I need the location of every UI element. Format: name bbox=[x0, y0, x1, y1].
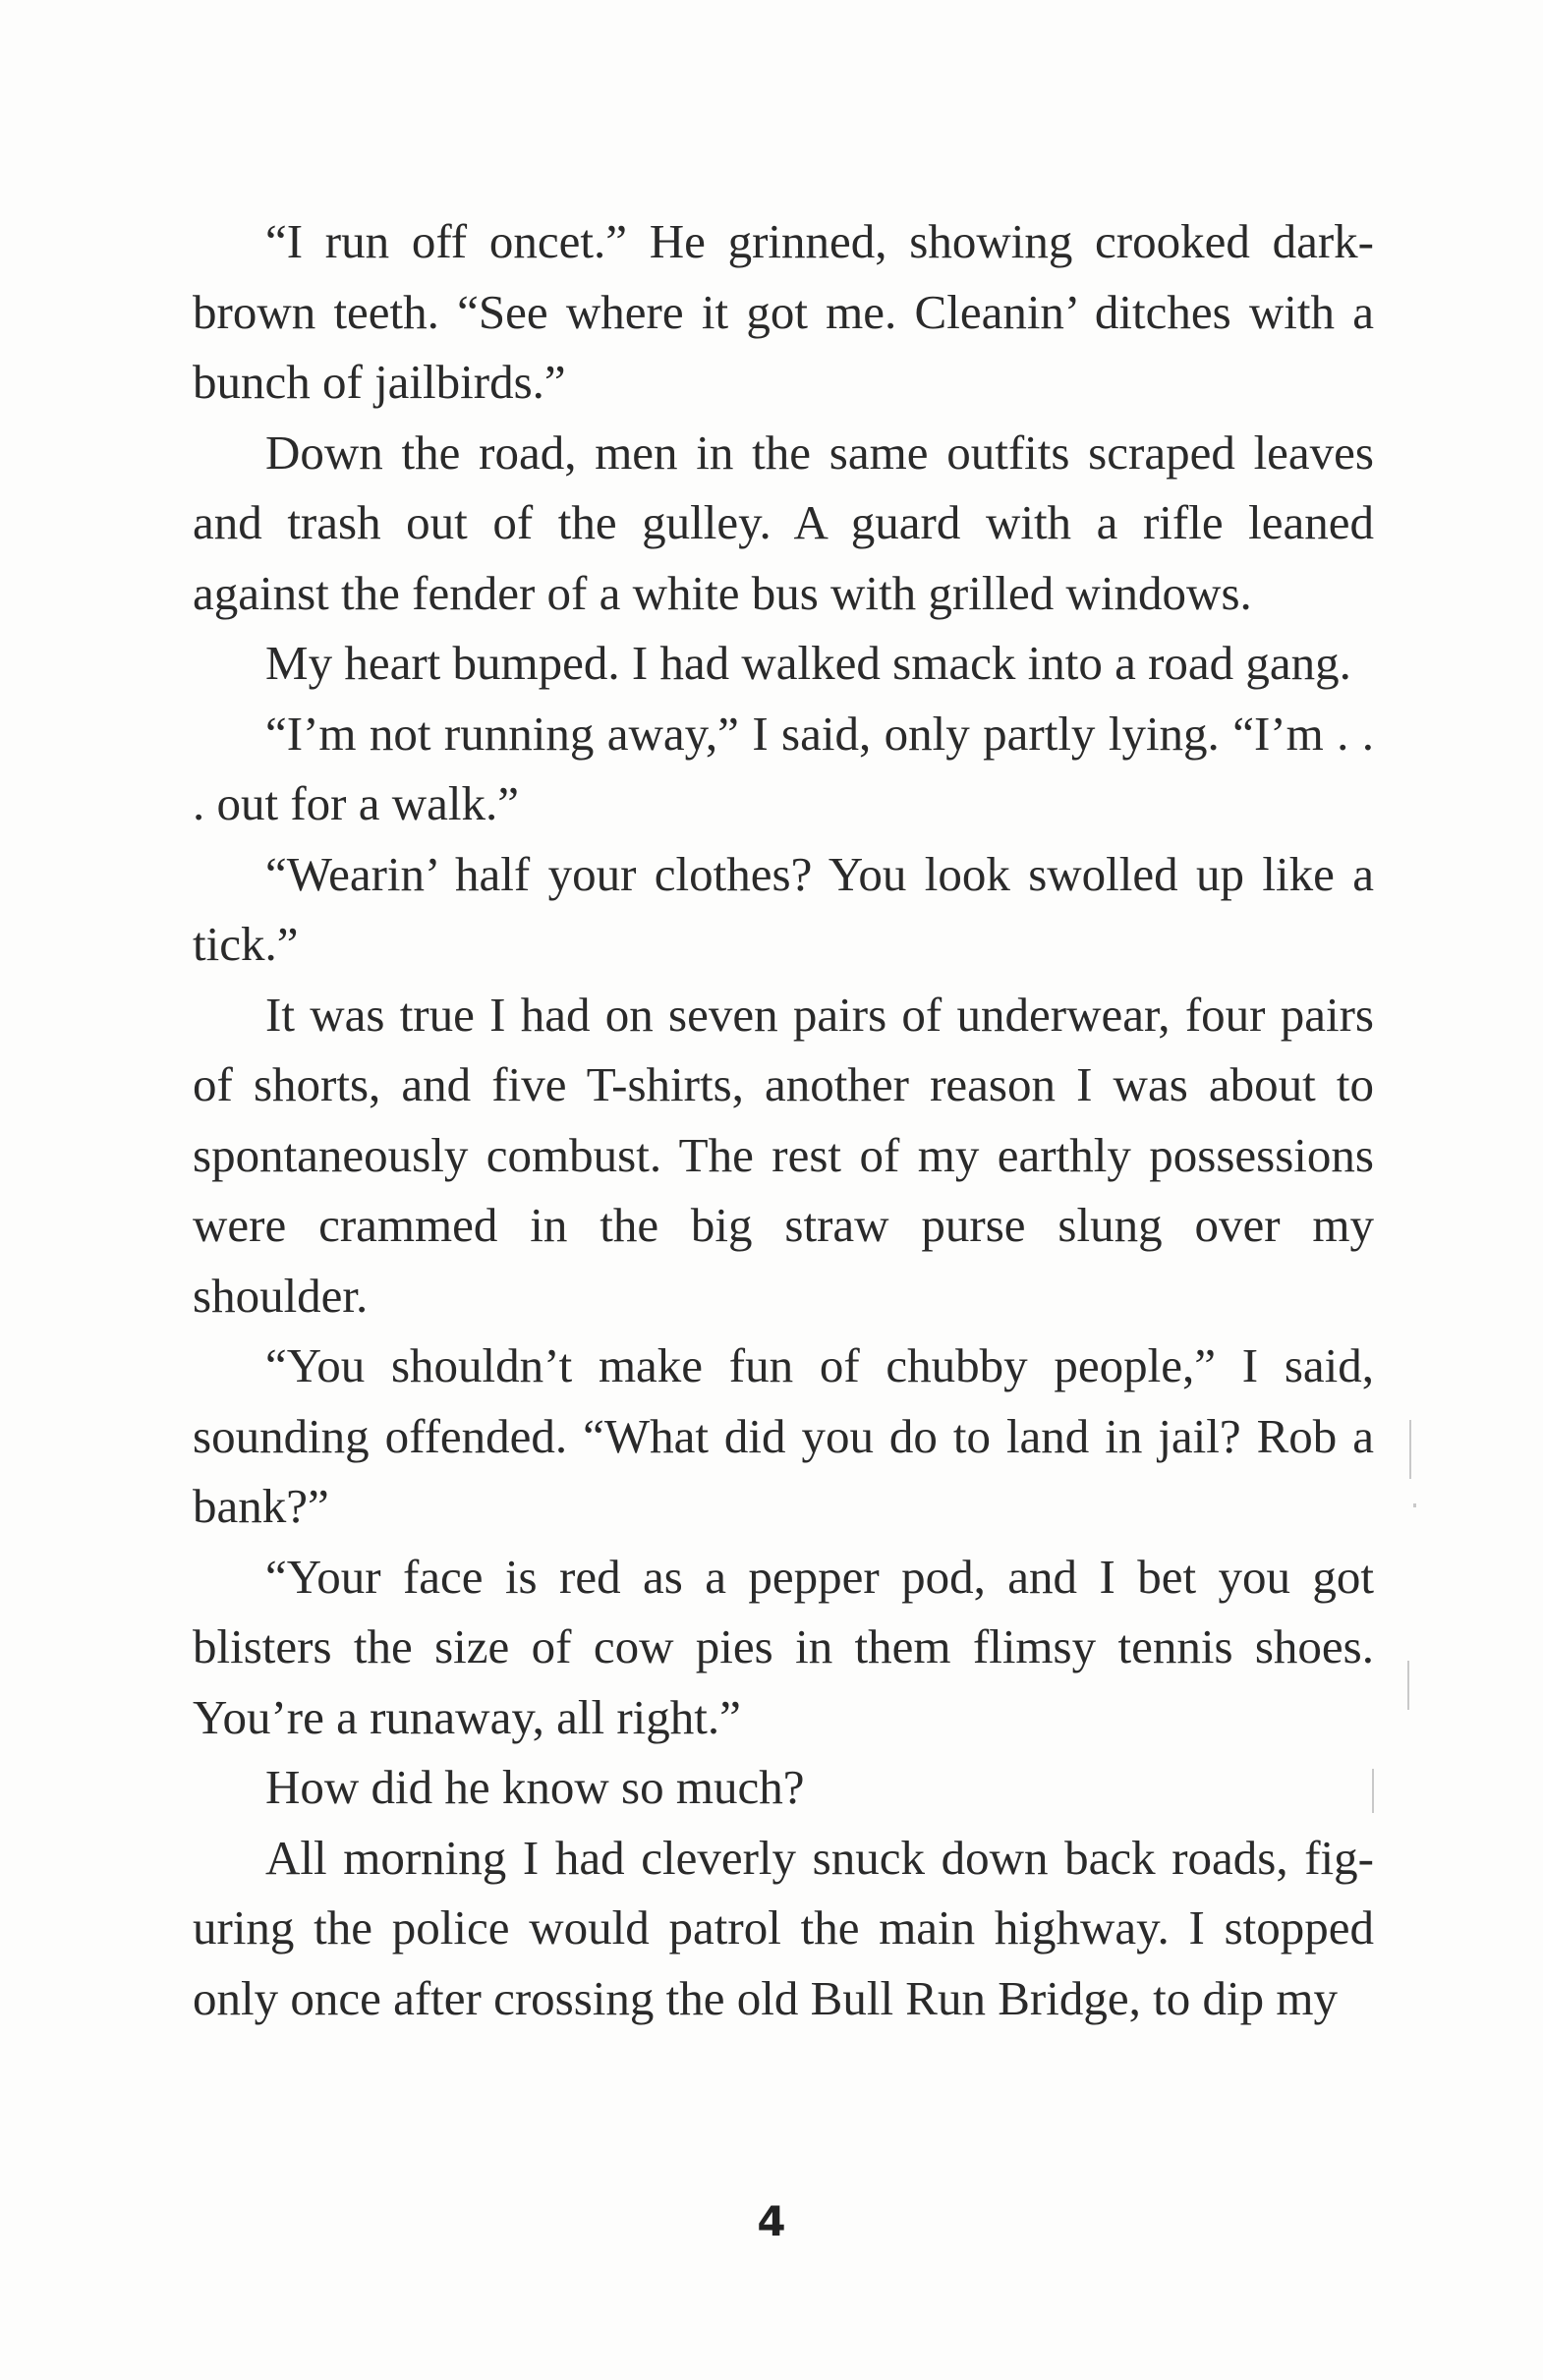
margin-scan-mark-4 bbox=[1372, 1769, 1374, 1813]
margin-scan-mark-2 bbox=[1413, 1503, 1416, 1507]
paragraph-10: All morning I had cleverly snuck down back roads, figuring the police would patrol the main highway. I stopped only once after crossing the old Bull Run Bridge, to dip my bbox=[193, 1830, 1374, 2025]
paragraph-3: My heart bumped. I had walked smack into a road gang. bbox=[265, 636, 1351, 690]
paragraph-4: “I’m not running away,” I said, only partly lying. “I’m . . . out for a walk.” bbox=[193, 706, 1374, 830]
paragraph-7: “You shouldn’t make fun of chubby people,” I said, sounding offended. “What did you do to land in jail? Rob a bank?” bbox=[193, 1338, 1374, 1533]
paragraph-2: Down the road, men in the same outfits scraped leaves and trash out of the gulley. A guard with a rifle leaned against the fender of a white bus with grilled windows. bbox=[193, 425, 1374, 620]
page-number: 4 bbox=[757, 2197, 786, 2245]
margin-scan-mark-1 bbox=[1409, 1420, 1411, 1479]
body-text bbox=[193, 206, 1374, 2033]
margin-scan-mark-3 bbox=[1407, 1661, 1409, 1710]
paragraph-9: How did he know so much? bbox=[265, 1760, 805, 1814]
paragraph-6: It was true I had on seven pairs of underwear, four pairs of shorts, and five T-shirts, another reason I was about to spontaneously combust. The rest of my earthly possessions were crammed in the big straw purse slung over my shoulder. bbox=[193, 987, 1374, 1323]
paragraph-1: “I run off oncet.” He grinned, showing crooked dark-brown teeth. “See where it got me. Cleanin’ ditches with a bunch of jailbirds.” bbox=[193, 214, 1374, 409]
paragraph-8: “Your face is red as a pepper pod, and I bet you got blisters the size of cow pies in them flimsy tennis shoes. You’re a runaway, all right.” bbox=[193, 1549, 1374, 1744]
paragraph-5: “Wearin’ half your clothes? You look swolled up like a tick.” bbox=[193, 846, 1374, 971]
